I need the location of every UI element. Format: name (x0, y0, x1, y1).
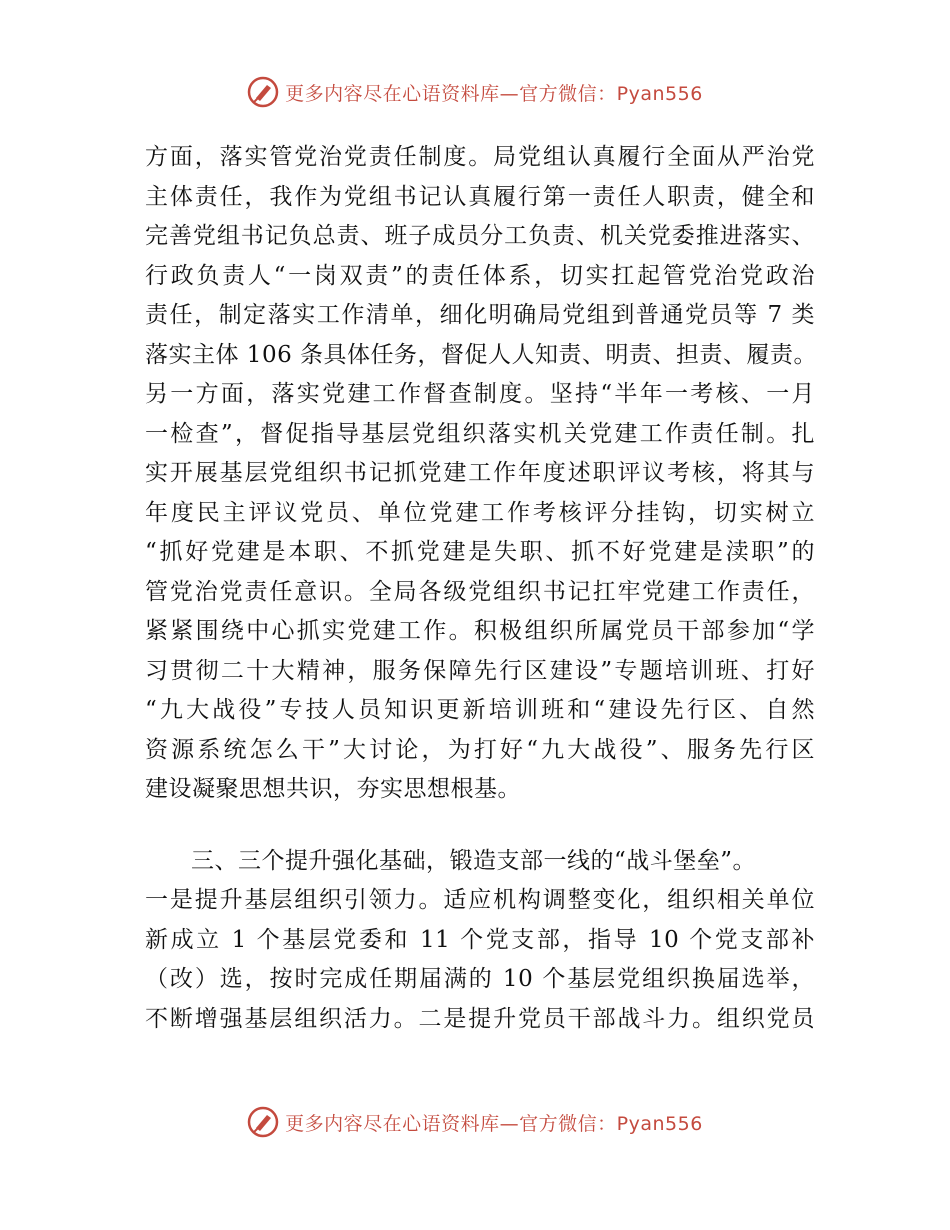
seal-logo-icon (247, 76, 279, 108)
text-line: 资源系统怎么干”大讨论，为打好“九大战役”、服务先行区 (145, 736, 815, 763)
text-line: 建设凝聚思想共识，夯实思想根基。 (145, 776, 521, 802)
footer-banner (0, 1102, 950, 1142)
paragraph-spacer (145, 810, 815, 842)
text-line: 一是提升基层组织引领力。适应机构调整变化，组织相关单位 (145, 887, 815, 913)
text-line: 另一方面，落实党建工作督查制度。坚持“半年一考核、一月 (145, 381, 815, 407)
paragraph-2 (145, 842, 815, 1040)
text-line: 紧紧围绕中心抓实党建工作。积极组织所属党员干部参加“学 (145, 618, 815, 644)
text-line: 方面，落实管党治党责任制度。局党组认真履行全面从严治党 (145, 144, 815, 170)
document-body (145, 138, 818, 1039)
text-line: 主体责任，我作为党组书记认真履行第一责任人职责，健全和 (145, 183, 815, 210)
text-line: 责任，制定落实工作清单，细化明确局党组到普通党员等 7 类 (145, 302, 815, 328)
header-banner-text: 更多内容尽在心语资料库—官方微信：Pyan556 (285, 82, 703, 105)
text-line: 落实主体 106 条具体任务，督促人人知责、明责、担责、履责。 (145, 341, 818, 368)
text-line: （改）选，按时完成任期届满的 10 个基层党组织换届选举， (145, 966, 815, 992)
text-line: 实开展基层党组织书记抓党建工作年度述职评议考核，将其与 (145, 460, 815, 486)
section-heading-line: 三、三个提升强化基础，锻造支部一线的“战斗堡垒”。 (191, 847, 757, 874)
text-line: 行政负责人“一岗双责”的责任体系，切实扛起管党治党政治 (145, 262, 815, 289)
text-line: 不断增强基层组织活力。二是提升党员干部战斗力。组织党员 (145, 1005, 815, 1032)
header-banner (0, 72, 950, 112)
footer-banner-text: 更多内容尽在心语资料库—官方微信：Pyan556 (285, 1112, 703, 1135)
text-line: 新成立 1 个基层党委和 11 个党支部，指导 10 个党支部补 (145, 926, 815, 953)
text-line: “抓好党建是本职、不抓党建是失职、抓不好党建是渎职”的 (145, 539, 815, 565)
text-line: 完善党组书记负总责、班子成员分工负责、机关党委推进落实、 (145, 223, 815, 249)
seal-logo-icon (247, 1106, 279, 1138)
text-line: 年度民主评议党员、单位党建工作考核评分挂钩，切实树立 (145, 499, 815, 526)
text-line: 管党治党责任意识。全局各级党组织书记扛牢党建工作责任， (145, 578, 815, 605)
paragraph-1 (145, 138, 818, 810)
text-line: 一检查”，督促指导基层党组织落实机关党建工作责任制。扎 (145, 420, 815, 447)
text-line: “九大战役”专技人员知识更新培训班和“建设先行区、自然 (145, 697, 815, 723)
text-line: 习贯彻二十大精神，服务保障先行区建设”专题培训班、打好 (145, 657, 815, 684)
